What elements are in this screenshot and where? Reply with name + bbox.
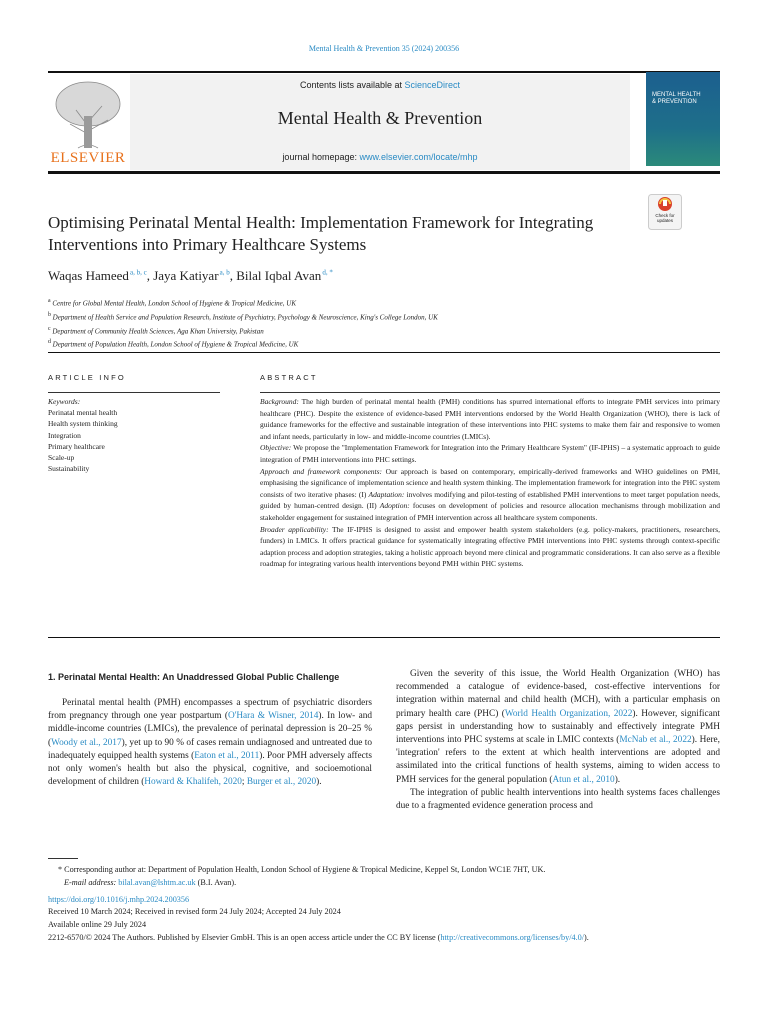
section-divider: [48, 352, 720, 353]
publisher-wordmark: ELSEVIER: [50, 150, 126, 166]
abstract-label: Adoption:: [379, 501, 410, 511]
affiliation-text: Department of Health Service and Population Research, Institute of Psychiatry, Psychology & Neuroscience, King's College London, UK: [52, 313, 438, 322]
keyword: Health system thinking: [48, 419, 118, 429]
affiliation: [48, 324, 708, 338]
banner-top-rule: [48, 71, 720, 73]
abstract-heading: ABSTRACT: [260, 373, 318, 382]
affiliation-mark: a: [48, 298, 51, 304]
section-heading: 1. Perinatal Mental Health: An Unaddressed Global Public Challenge: [48, 672, 340, 682]
check-for-updates-icon[interactable]: [648, 194, 682, 230]
abstract-label: Adaptation:: [368, 489, 405, 499]
keyword: Perinatal mental health: [48, 408, 118, 418]
article-info-rule: [48, 392, 220, 393]
abstract-body: [260, 396, 720, 570]
abstract-label: Objective:: [260, 443, 292, 453]
cover-line-1: MENTAL HEALTH: [652, 92, 701, 98]
author-affiliation-marks[interactable]: a, b, c: [129, 268, 147, 277]
citation-link[interactable]: Woody et al., 2017: [51, 737, 122, 748]
citation-link[interactable]: McNab et al., 2022: [619, 735, 692, 746]
check-for-updates-label[interactable]: Check for updates: [655, 213, 675, 223]
contents-prefix: Contents lists available at: [299, 80, 405, 90]
license-link[interactable]: http://creativecommons.org/licenses/by/4.0/: [440, 932, 584, 942]
affiliation-text: Centre for Global Mental Health, London School of Hygiene & Tropical Medicine, UK: [52, 299, 297, 308]
citation-link[interactable]: World Health Organization, 2022: [504, 708, 633, 719]
abstract-label: Approach and framework components:: [260, 466, 383, 476]
affiliation: [48, 337, 708, 351]
abstract-broader: [260, 524, 720, 570]
received-dates: Received 10 March 2024; Received in revised form 24 July 2024; Accepted 24 July 2024: [48, 907, 341, 917]
abstract-text: The high burden of perinatal mental health (PMH) conditions has spurred international efforts to integrate PMH services into primary healthcare (PHC). Despite the existence of evidence-based PMH interventions endorsed by the World Health Organization (WHO), there is lack of guidance frameworks for the effective and sustainable integration of these interventions into PHC systems to make them fair and responsive to women and infant needs, particularly in low- and middle-income countries (LMICs).: [260, 397, 720, 441]
affiliation-mark: c: [48, 325, 51, 332]
abstract-label: Background:: [260, 397, 299, 406]
affiliation-text: Department of Population Health, London School of Hygiene & Tropical Medicine, UK: [52, 340, 299, 349]
abstract-background: [260, 396, 720, 442]
abstract-text: focuses on development of policies and resource allocation mechanisms through mobilization and stakeholder engagement for sustained integration of PMH intervention across all healthcare system components.: [260, 501, 720, 522]
abstract-text: Our approach is based on contemporary, empirically-derived frameworks and WHO guidelines on PMH, emphasising the significance of implementation science and health system thinking. The implementation framework for integration into the PHC system consists of two iterative phases: (I): [260, 466, 720, 499]
paragraph: Perinatal mental health (PMH) encompasses a spectrum of psychiatric disorders from pregnancy through one year postpartum (O'Hara & Wisner, 2014). In low- and middle-income countries (LMICs), the prevalence of perinatal depression is 20–25 % (Woody et al., 2017), yet up to 90 % of cases remain undiagnosed and untreated due to inadequately equipped health systems (Eaton et al., 2011). Poor PMH adversely affects not only women's health but also the physical, cognitive, and socioemotional development of children (Howard & Khalifeh, 2020; Burger et al., 2020).: [48, 698, 372, 788]
affiliation: [48, 310, 708, 324]
cover-title: [652, 92, 718, 106]
keyword: Integration: [48, 430, 81, 440]
body-column-right: [396, 668, 720, 813]
author-name[interactable]: Bilal Iqbal Avan: [236, 268, 322, 283]
email-link[interactable]: bilal.avan@lshtm.ac.uk: [118, 877, 196, 887]
abstract-label: Broader applicability:: [260, 524, 329, 534]
journal-cover-thumbnail[interactable]: [646, 72, 720, 166]
affiliation-mark: d: [48, 339, 51, 346]
footnote-rule: [48, 858, 78, 859]
keyword: Sustainability: [48, 464, 90, 474]
citation-link[interactable]: Atun et al., 2010: [552, 774, 615, 785]
keywords-label: Keywords:: [48, 397, 81, 406]
body-column-left: [48, 670, 372, 789]
homepage-prefix: journal homepage:: [282, 152, 360, 162]
abstract-text: The IF-IPHS is designed to assist and empower health system stakeholders (e.g. policy-makers, practitioners, researchers, funders) in LMICs. It offers practical guidance for systematically integrating effective PMH interventions into PHC systems through context-specific adaption process and adoption strategies, taking a holistic approach beyond mere clinical and programmatic considerations. It can also serve as a flexible roadmap for integrating various health interventions beyond PMH within PHC systems.: [260, 524, 720, 569]
banner-bottom-rule: [48, 171, 720, 174]
keyword: Scale-up: [48, 453, 75, 463]
citation-link[interactable]: Burger et al., 2020: [246, 777, 317, 788]
keyword: Primary healthcare: [48, 441, 105, 451]
contents-line: [130, 80, 630, 90]
paragraph: The integration of public health interventions into health systems faces challenges due to a fragmented evidence generation process and: [396, 787, 720, 812]
journal-homepage: [130, 152, 630, 162]
available-online: Available online 29 July 2024: [48, 920, 147, 930]
abstract-objective: [260, 442, 720, 465]
affiliation: [48, 296, 708, 310]
keywords-block: [48, 396, 218, 474]
license-line: 2212-6570/© 2024 The Authors. Published by Elsevier GmbH. This is an open access article under the CC BY license (http://creativecommons.org/licenses/by/4.0/).: [48, 932, 589, 942]
corresponding-author-note: * Corresponding author at: Department of Population Health, London School of Hygiene & Tropical Medicine, Keppel St, London WC1E 7HT, UK.: [58, 865, 546, 874]
journal-title: Mental Health & Prevention: [277, 108, 483, 128]
running-head[interactable]: Mental Health & Prevention 35 (2024) 200356: [308, 44, 460, 53]
email-suffix: (B.I. Avan).: [195, 877, 237, 887]
affiliations: [48, 296, 708, 351]
sciencedirect-link[interactable]: ScienceDirect: [404, 80, 461, 90]
citation-link[interactable]: Howard & Khalifeh, 2020: [144, 777, 242, 788]
author-name[interactable]: Waqas Hameed: [48, 268, 129, 283]
citation-link[interactable]: O'Hara & Wisner, 2014: [227, 711, 319, 722]
abstract-text: involves modifying and pilot-testing of established PMH interventions to meet target population needs, guided by human-centred design. (II): [260, 489, 720, 511]
email-label: E-mail address:: [64, 877, 117, 887]
article-info-heading: ARTICLE INFO: [48, 373, 126, 382]
article-title: Optimising Perinatal Mental Health: Implementation Framework for Integrating Interventions into Primary Healthcare Systems: [48, 213, 594, 254]
author-affiliation-marks[interactable]: d, *: [322, 268, 333, 277]
affiliation-text: Department of Community Health Sciences, Aga Khan University, Pakistan: [52, 326, 264, 335]
citation-link[interactable]: Eaton et al., 2011: [194, 750, 260, 761]
abstract-text: We propose the "Implementation Framework for Integration into the Primary Healthcare System" (IF-IPHS) – a systematic approach to guide integration of PMH interventions into PHC settings.: [260, 443, 720, 464]
doi-link[interactable]: https://doi.org/10.1016/j.mhp.2024.200356: [48, 894, 190, 904]
footnotes: [48, 864, 728, 945]
author-affiliation-marks[interactable]: a, b: [219, 268, 230, 277]
paragraph: Given the severity of this issue, the World Health Organization (WHO) has recommended a catalogue of evidence-based, cost-effective interventions for integration within maternal and child health (MCH), with a particular emphasis on primary health care (PHC) (World Health Organization, 2022). However, significant gaps persist in understanding how to sustainably and effectively integrate PMH interventions into PHC systems at scale in LMIC contexts (McNab et al., 2022). Here, 'integration' refers to the extent at which health interventions are adopted and assimilated into the critical functions of health systems, aiming to widen access to PMH services for the general population (Atun et al., 2010).: [396, 669, 720, 785]
abstract-rule: [260, 392, 720, 393]
homepage-link[interactable]: www.elsevier.com/locate/mhp: [359, 152, 478, 162]
abstract-approach: [260, 466, 720, 524]
author-name[interactable]: Jaya Katiyar: [153, 268, 219, 283]
author-list: Waqas Hameed $^{a, b, c}$, Jaya Katiyar $^{a, b}$, Bilal Iqbal Avan $^{d, *}$: [48, 268, 333, 283]
cover-line-2: & PREVENTION: [652, 99, 697, 106]
affiliation-mark: b: [48, 311, 51, 318]
email-line: [48, 877, 728, 890]
abstract-end-rule: [48, 637, 720, 638]
